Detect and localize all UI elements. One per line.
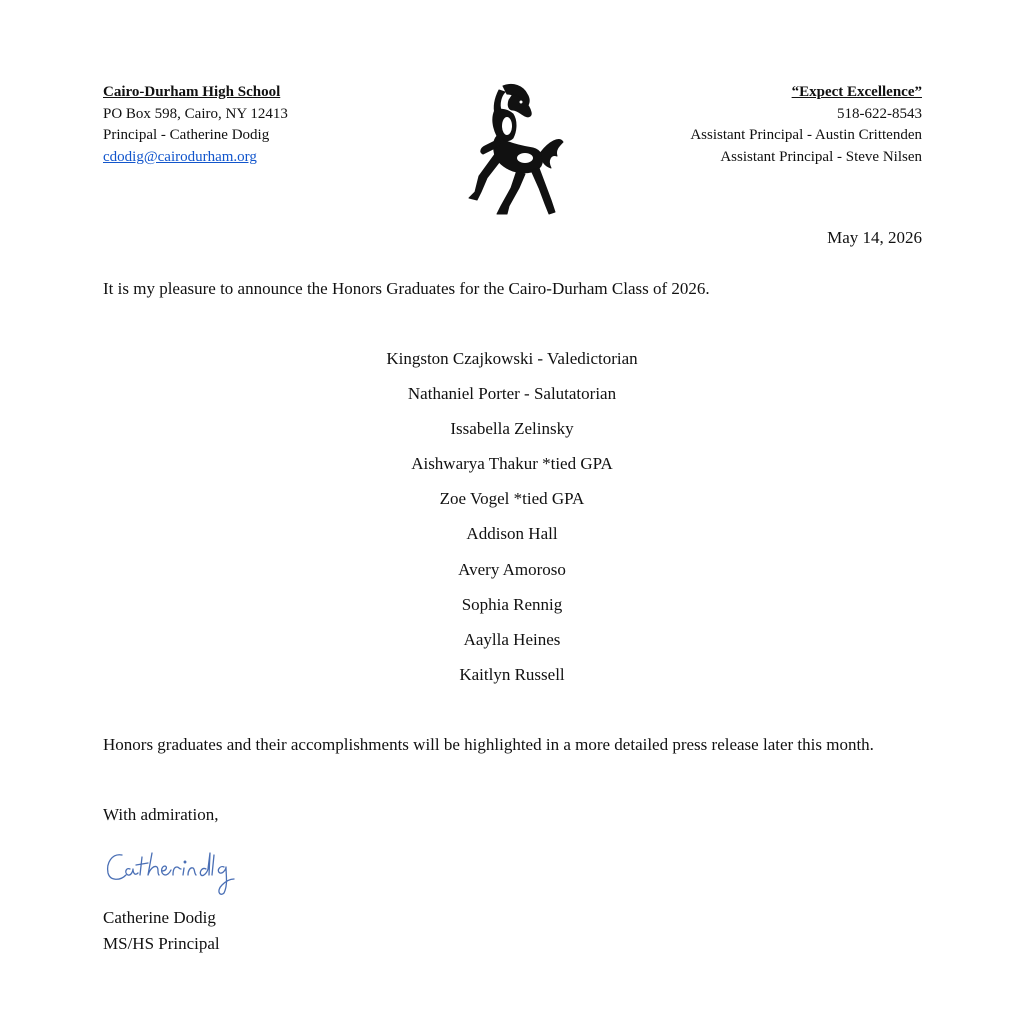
honors-graduate-item: Nathaniel Porter - Salutatorian: [407, 384, 617, 404]
assistant-principal-1: Assistant Principal - Austin Crittenden: [690, 127, 922, 143]
salutation: With admiration,: [103, 805, 219, 824]
signer-block: [103, 905, 220, 957]
honors-graduate-item: Addison Hall: [466, 524, 558, 544]
honors-graduate-item: Kingston Czajkowski - Valedictorian: [386, 349, 638, 368]
honors-graduate-item: Issabella Zelinsky: [450, 419, 574, 439]
honors-graduates-list: [0, 348, 1024, 699]
honors-graduate-item: Avery Amoroso: [458, 559, 566, 579]
letterhead-right: [690, 82, 922, 168]
school-address: PO Box 598, Cairo, NY 12413: [103, 105, 288, 122]
signer-name: Catherine Dodig: [103, 908, 216, 927]
honors-graduate-item: Sophia Rennig: [461, 594, 563, 614]
principal-line: Principal - Catherine Dodig: [103, 127, 270, 143]
school-name: Cairo-Durham High School: [103, 84, 281, 100]
mustang-horse-icon: [455, 80, 565, 220]
principal-email-link[interactable]: cdodig@cairodurham.org: [103, 148, 257, 165]
letter-date: May 14, 2026: [827, 228, 922, 247]
honors-graduate-item: Aaylla Heines: [463, 629, 561, 649]
handwritten-signature: [100, 843, 240, 898]
assistant-principal-2: Assistant Principal - Steve Nilsen: [720, 148, 922, 165]
intro-paragraph: It is my pleasure to announce the Honors Graduates for the Cairo-Durham Class of 2026.: [103, 279, 710, 298]
school-phone: 518-622-8543: [837, 105, 922, 122]
honors-graduate-item: Kaitlyn Russell: [459, 664, 565, 684]
honors-graduate-item: Zoe Vogel *tied GPA: [439, 489, 585, 509]
school-motto: “Expect Excellence”: [791, 84, 922, 100]
signer-title: MS/HS Principal: [103, 934, 220, 953]
closing-paragraph: Honors graduates and their accomplishments will be highlighted in a more detailed press release later this month.: [103, 735, 874, 754]
letterhead-left: [103, 82, 288, 168]
honors-graduate-item: Aishwarya Thakur *tied GPA: [411, 454, 613, 474]
